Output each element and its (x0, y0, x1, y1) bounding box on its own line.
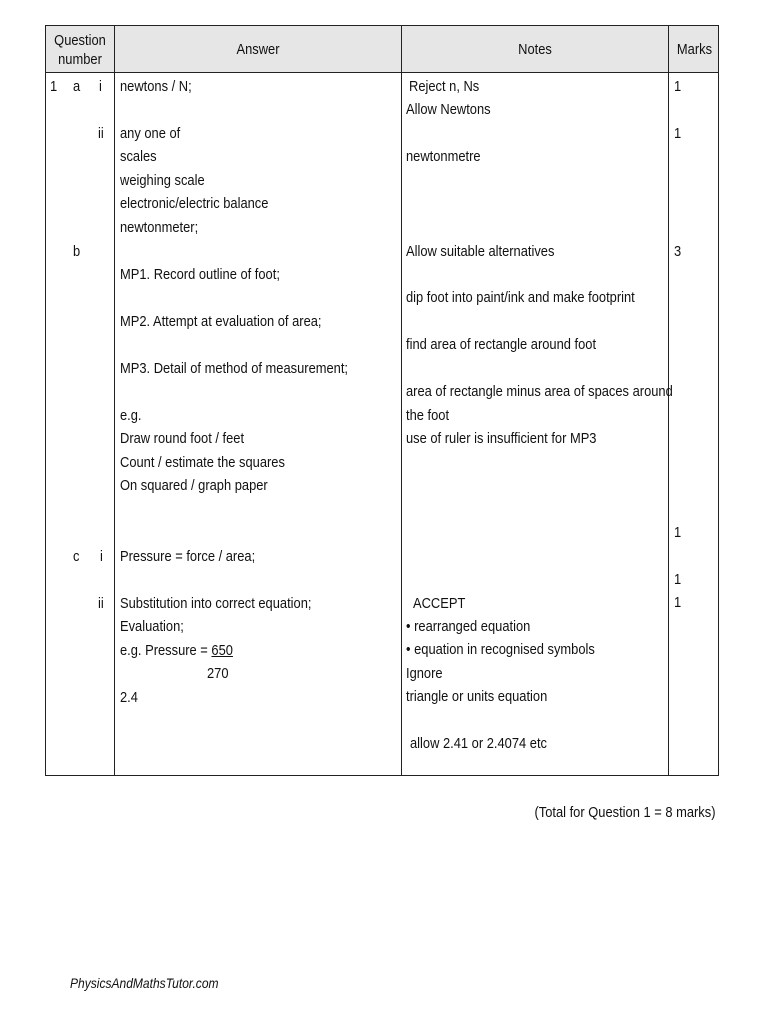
note-text: Allow Newtons (406, 101, 491, 118)
answer-text: any one of (120, 125, 181, 142)
subpart-label-i: i (100, 548, 103, 565)
answer-text: scales (120, 148, 157, 165)
marking-point: MP2. Attempt at evaluation of area; (120, 313, 322, 330)
note-text: Ignore (406, 665, 443, 682)
answer-text: weighing scale (120, 172, 205, 189)
header-question-number: Question number (54, 31, 106, 68)
mark-value: 1 (674, 594, 682, 611)
part-label-a: a (73, 78, 81, 95)
answer-result: 2.4 (120, 689, 138, 706)
answer-text: newtonmeter; (120, 219, 199, 236)
header-answer: Answer (236, 41, 280, 58)
note-text: allow 2.41 or 2.4074 etc (410, 735, 547, 752)
note-text: area of rectangle minus area of spaces around (406, 383, 673, 400)
note-text: triangle or units equation (406, 688, 548, 705)
note-text: ACCEPT (413, 595, 466, 612)
subpart-label-ii: ii (98, 125, 104, 142)
answer-text: Draw round foot / feet (120, 430, 245, 447)
mark-value: 3 (674, 243, 682, 260)
mark-scheme-table (45, 25, 719, 776)
equation-numerator: 650 (211, 642, 233, 659)
answer-text: Evaluation; (120, 618, 184, 635)
answer-text: e.g. (120, 407, 142, 424)
footer-site-name: PhysicsAndMathsTutor.com (70, 975, 219, 991)
part-label-c: c (73, 548, 80, 565)
column-divider (401, 26, 402, 775)
equation-denominator: 270 (207, 665, 229, 682)
marking-point: MP1. Record outline of foot; (120, 266, 280, 283)
answer-text: On squared / graph paper (120, 477, 268, 494)
answer-text: Count / estimate the squares (120, 454, 285, 471)
question-number: 1 (50, 78, 58, 95)
equation-prefix: e.g. Pressure = (120, 642, 212, 659)
note-text: Allow suitable alternatives (406, 243, 555, 260)
column-divider (114, 26, 115, 775)
note-text: newtonmetre (406, 148, 481, 165)
note-text: the foot (406, 407, 450, 424)
mark-value: 1 (674, 571, 682, 588)
answer-text (120, 641, 233, 660)
note-text: use of ruler is insufficient for MP3 (406, 430, 597, 447)
note-text: Reject n, Ns (409, 78, 480, 95)
mark-value: 1 (674, 524, 682, 541)
answer-text: Pressure = force / area; (120, 548, 256, 565)
question-total: (Total for Question 1 = 8 marks) (533, 804, 715, 821)
mark-value: 1 (674, 78, 682, 95)
header-marks: Marks (676, 41, 713, 58)
note-bullet: • rearranged equation (406, 618, 531, 635)
answer-text: newtons / N; (120, 78, 192, 95)
part-label-b: b (73, 243, 81, 260)
note-bullet: • equation in recognised symbols (406, 641, 595, 658)
answer-text: Substitution into correct equation; (120, 595, 312, 612)
subpart-label-i: i (99, 78, 102, 95)
subpart-label-ii: ii (98, 595, 104, 612)
answer-text: electronic/electric balance (120, 195, 269, 212)
marking-point: MP3. Detail of method of measurement; (120, 360, 349, 377)
header-notes: Notes (518, 41, 552, 58)
note-text: find area of rectangle around foot (406, 336, 597, 353)
mark-value: 1 (674, 125, 682, 142)
note-text: dip foot into paint/ink and make footprint (406, 289, 635, 306)
